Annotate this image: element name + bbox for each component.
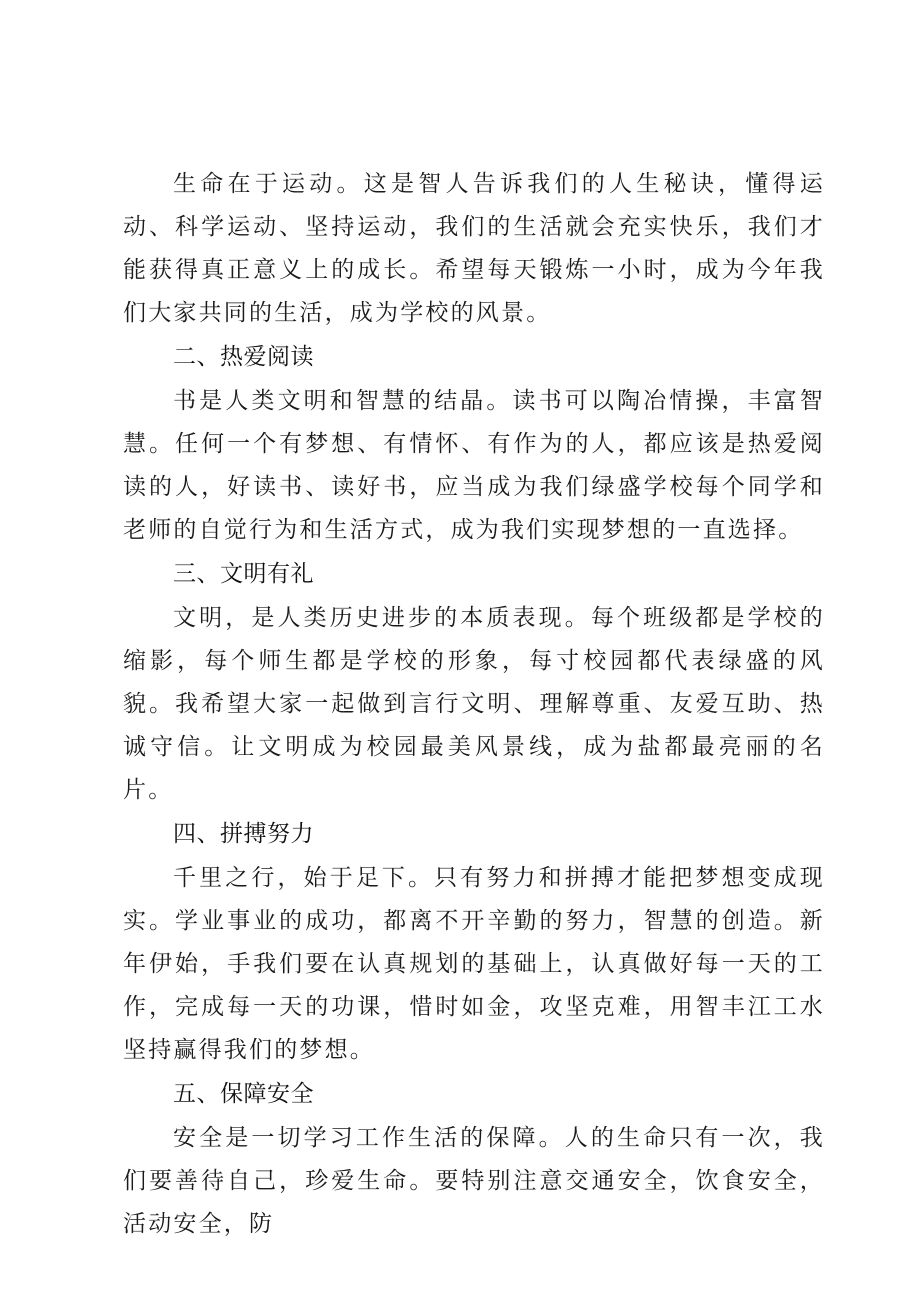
section-paragraph-effort: 千里之行，始于足下。只有努力和拼搏才能把梦想变成现实。学业事业的成功，都离不开辛勤的努力，智慧的创造。新年伊始，手我们要在认真规划的基础上，认真做好每一天的工作，完成每一天的功课，惜时如金，攻坚克难，用智丰江工水坚持赢得我们的梦想。	[123, 865, 825, 1063]
section-civility	[123, 553, 825, 812]
section-heading-reading: 二、热爱阅读	[173, 344, 314, 370]
section-heading-safety: 五、保障安全	[173, 1081, 314, 1107]
document-body	[123, 163, 825, 1246]
section-paragraph-civility: 文明，是人类历史进步的本质表现。每个班级都是学校的缩影，每个师生都是学校的形象，每寸校园都代表绿盛的风貌。我希望大家一起做到言行文明、理解尊重、友爱互助、热诚守信。让文明成为校园最美风景线，成为盐都最亮丽的名片。	[123, 605, 825, 803]
section-paragraph-reading: 书是人类文明和智慧的结晶。读书可以陶冶情操，丰富智慧。任何一个有梦想、有情怀、有作为的人，都应该是热爱阅读的人，好读书、读好书，应当成为我们绿盛学校每个同学和老师的自觉行为和生活方式，成为我们实现梦想的一直选择。	[123, 388, 825, 543]
section-effort	[123, 813, 825, 1072]
section-heading-effort: 四、拼搏努力	[173, 821, 314, 847]
intro-paragraph: 生命在于运动。这是智人告诉我们的人生秘诀，懂得运动、科学运动、坚持运动，我们的生活就会充实快乐，我们才能获得真正意义上的成长。希望每天锻炼一小时，成为今年我们大家共同的生活，成为学校的风景。	[123, 171, 825, 326]
section-reading	[123, 336, 825, 552]
section-safety	[123, 1073, 825, 1246]
section-heading-civility: 三、文明有礼	[173, 561, 314, 587]
section-paragraph-safety: 安全是一切学习工作生活的保障。人的生命只有一次，我们要善待自己，珍爱生命。要特别注意交通安全，饮食安全，活动安全，防	[123, 1125, 825, 1237]
